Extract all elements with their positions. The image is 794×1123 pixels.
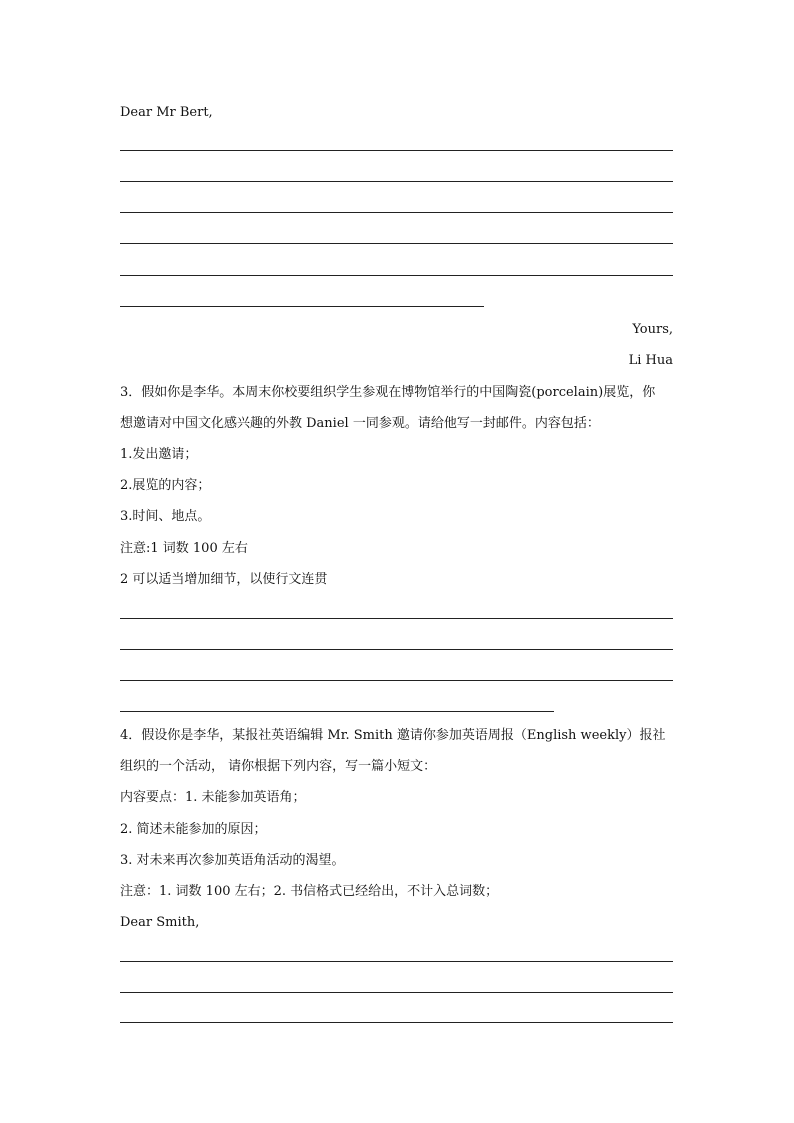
answer-line	[120, 181, 673, 182]
answer-line	[120, 1022, 673, 1023]
q3-note-1: 注意:1 词数 100 左右	[120, 541, 248, 556]
q4-prompt-line-1: 4．假设你是李华，某报社英语编辑 Mr. Smith 邀请你参加英语周报（English weekly）报社	[120, 728, 666, 743]
answer-line	[120, 275, 673, 276]
letter-signature: Li Hua	[628, 353, 673, 368]
answer-line	[120, 649, 673, 650]
q4-note: 注意：1. 词数 100 左右；2. 书信格式已经给出，不计入总词数；	[120, 884, 499, 899]
answer-line-short	[120, 711, 554, 712]
q3-item: 1.发出邀请；	[120, 447, 198, 462]
answer-line	[120, 243, 673, 244]
q3-prompt-line-2: 想邀请对中国文化感兴趣的外教 Daniel 一同参观。请给他写一封邮件。内容包括：	[120, 416, 600, 431]
q4-prompt-line-2: 组织的一个活动， 请你根据下列内容，写一篇小短文：	[120, 759, 437, 774]
answer-line	[120, 680, 673, 681]
q4-point: 内容要点：1. 未能参加英语角；	[120, 790, 306, 805]
q3-item: 2.展览的内容；	[120, 478, 211, 493]
q3-prompt-line-1: 3．假如你是李华。本周末你校要组织学生参观在博物馆举行的中国陶瓷(porcelain)展览，你	[120, 385, 656, 400]
q4-greeting: Dear Smith,	[120, 915, 200, 930]
answer-line	[120, 992, 673, 993]
q3-note-2: 2 可以适当增加细节，以使行文连贯	[120, 572, 328, 587]
letter-greeting: Dear Mr Bert,	[120, 105, 213, 120]
answer-line	[120, 618, 673, 619]
q4-point: 3. 对未来再次参加英语角活动的渴望。	[120, 853, 345, 868]
answer-line	[120, 961, 673, 962]
answer-line	[120, 212, 673, 213]
letter-closing: Yours,	[632, 322, 673, 337]
answer-line	[120, 150, 673, 151]
answer-line-short	[120, 306, 484, 307]
q4-point: 2. 简述未能参加的原因；	[120, 822, 267, 837]
q3-item: 3.时间、地点。	[120, 509, 211, 524]
